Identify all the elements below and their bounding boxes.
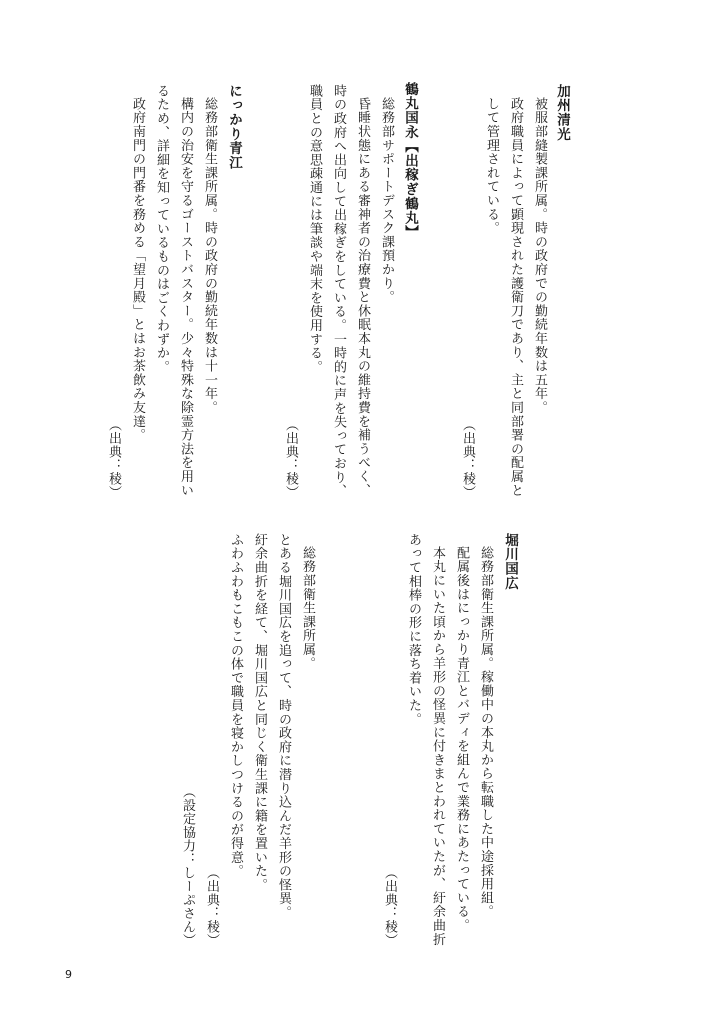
- entry-line: 本丸にいた頃から羊形の怪異に付きまとわれていたが、紆余曲折: [430, 546, 445, 947]
- entry-source: （出典：稜）: [460, 418, 475, 499]
- entry-line: 総務部サポートデスク課預かり。: [379, 97, 394, 304]
- entry-title: 鶴丸国永【出稼ぎ鶴丸】: [402, 82, 418, 240]
- entry-source-credit: （設定協力：しーぷさん）: [180, 785, 195, 947]
- entry-line: あって相棒の形に落ち着いた。: [406, 533, 421, 727]
- entry-source: （出典：稜）: [106, 418, 121, 499]
- entry-line: 総務部衛生課所属。時の政府の勤続年数は十一年。: [202, 97, 217, 415]
- entry-line: 構内の治安を守るゴーストバスター。少々特殊な除霊方法を用い: [178, 97, 193, 498]
- entry-line: 政府職員によって顕現された護衛刀であり、主と同部署の配属と: [508, 97, 523, 498]
- entry-line: とある堀川国広を追って、時の政府に潜り込んだ羊形の怪異。: [276, 533, 291, 920]
- entry-source: （出典：稜）: [382, 866, 397, 947]
- page-number: 9: [65, 968, 72, 981]
- entry-line: 被服部縫製課所属。時の政府での勤続年数は五年。: [532, 97, 547, 415]
- entry-line: 総務部衛生課所属。: [300, 546, 315, 671]
- entry-line: 政府南門の門番を務める「望月殿」とはお茶飲み友達。: [130, 97, 145, 442]
- entry-title: 加州清光: [554, 84, 570, 142]
- entry-line: 配属後はにっかり青江とバディを組んで業務にあたっている。: [454, 546, 469, 933]
- entry-title: 堀川国広: [502, 533, 518, 591]
- entry-line: 昏睡状態にある審神者の治療費と休眠本丸の維持費を補うべく、: [355, 97, 370, 498]
- entry-source: （出典：稜）: [204, 866, 219, 947]
- entry-line: ふわふわもこもこの体で職員を寝かしつけるのが得意。: [228, 533, 243, 878]
- entry-line: して管理されている。: [484, 97, 499, 235]
- entry-line: 紆余曲折を経て、堀川国広と同じく衛生課に籍を置いた。: [252, 533, 267, 892]
- entry-line: 時の政府へ出向して出稼ぎをしている。一時的に声を失っており、: [331, 84, 346, 498]
- entry-line: 総務部衛生課所属。稼働中の本丸から転職した中途採用組。: [478, 546, 493, 919]
- entry-source: （出典：稜）: [283, 418, 298, 499]
- entry-title: にっかり青江: [226, 84, 242, 170]
- entry-line: るため、詳細を知っているものはごくわずか。: [154, 84, 169, 374]
- entry-line: 職員との意思疎通には筆談や端末を使用する。: [307, 84, 322, 374]
